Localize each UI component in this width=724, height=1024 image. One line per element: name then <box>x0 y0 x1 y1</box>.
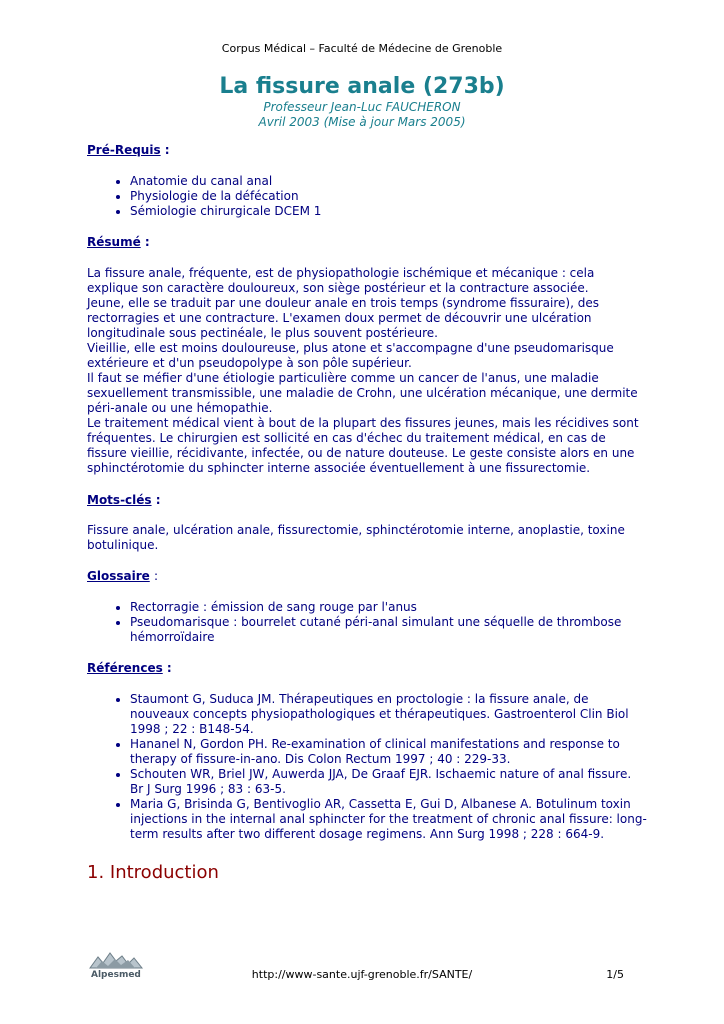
section-title-introduction: 1. Introduction <box>87 862 219 883</box>
page-header: Corpus Médical – Faculté de Médecine de Grenoble <box>221 42 503 55</box>
prerequis-heading: Pré-Requis : <box>87 143 170 157</box>
glossaire-heading: Glossaire : <box>87 569 158 583</box>
list-item: • Maria G, Brisinda G, Bentivoglio AR, Cassetta E, Gui D, Albanese A. Botulinum toxin injections in the internal anal sphincter for the treatment of chronic anal fissure: long-term results after two different dosage regimens. Ann Surg 1998 ; 228 : 664-9. <box>130 797 647 842</box>
document-title: La fissure anale (273b) <box>219 74 505 99</box>
paragraph: Le traitement médical vient à bout de la plupart des fissures jeunes, mais les récidives sont fréquentes. Le chirurgien est sollicité en cas d'échec du traitement médical, en cas de fissure vieillie, récidivante, infectée, ou de nature douteuse. Le geste consiste alors en une sphinctérotomie du sphincter interne associée éventuellement à une fissurectomie. <box>87 416 639 475</box>
list-item: • Pseudomarisque : bourrelet cutané péri-anal simulant une séquelle de thrombose hémorroïdaire <box>130 615 647 645</box>
author: Professeur Jean-Luc FAUCHERON <box>263 100 461 114</box>
references-heading: Références : <box>87 661 172 675</box>
resume-heading: Résumé : <box>87 235 150 249</box>
list-item: • Hananel N, Gordon PH. Re-examination of clinical manifestations and response to therapy of fissure-in-ano. Dis Colon Rectum 1997 ; 40 : 229-33. <box>130 737 647 767</box>
page-footer <box>0 966 724 986</box>
footer-url[interactable]: http://www-sante.ujf-grenoble.fr/SANTE/ <box>251 968 473 981</box>
list-item: • Anatomie du canal anal <box>130 174 647 189</box>
title-block <box>0 74 724 130</box>
list-item: • Staumont G, Suduca JM. Thérapeutiques en proctologie : la fissure anale, de nouveaux concepts physiopathologiques et thérapeutiques. Gastroenterol Clin Biol 1998 ; 22 : B148-54. <box>130 692 647 737</box>
motscles-heading: Mots-clés : <box>87 493 161 507</box>
document-body <box>87 143 647 842</box>
glossaire-list <box>87 600 647 645</box>
references-list <box>87 692 647 842</box>
motscles-text: Fissure anale, ulcération anale, fissurectomie, sphinctérotomie interne, anoplastie, toxine botulinique. <box>87 523 625 552</box>
resume-text <box>87 266 647 476</box>
paragraph: Il faut se méfier d'une étiologie particulière comme un cancer de l'anus, une maladie sexuellement transmissible, une maladie de Crohn, une ulcération mécanique, une dermite péri-anale ou une hémopathie. <box>87 371 638 415</box>
paragraph: La fissure anale, fréquente, est de physiopathologie ischémique et mécanique : cela explique son caractère douloureux, son siège postérieur et la contracture associée. <box>87 266 595 295</box>
list-item: • Rectorragie : émission de sang rouge par l'anus <box>130 600 647 615</box>
list-item: • Sémiologie chirurgicale DCEM 1 <box>130 204 647 219</box>
paragraph: Vieillie, elle est moins douloureuse, plus atone et s'accompagne d'une pseudomarisque extérieure et d'un pseudopolype à son pôle supérieur. <box>87 341 614 370</box>
list-item: • Physiologie de la défécation <box>130 189 647 204</box>
logo-text: Alpesmed <box>91 970 141 980</box>
list-item: • Schouten WR, Briel JW, Auwerda JJA, De Graaf EJR. Ischaemic nature of anal fissure. Br J Surg 1996 ; 83 : 63-5. <box>130 767 647 797</box>
prerequis-list <box>87 174 647 219</box>
date: Avril 2003 (Mise à jour Mars 2005) <box>258 115 466 129</box>
paragraph: Jeune, elle se traduit par une douleur anale en trois temps (syndrome fissuraire), des rectorragies et une contracture. L'examen doux permet de découvrir une ulcération longitudinale sous pectinéale, le plus souvent postérieure. <box>87 296 599 340</box>
page-number: 1/5 <box>606 968 624 981</box>
